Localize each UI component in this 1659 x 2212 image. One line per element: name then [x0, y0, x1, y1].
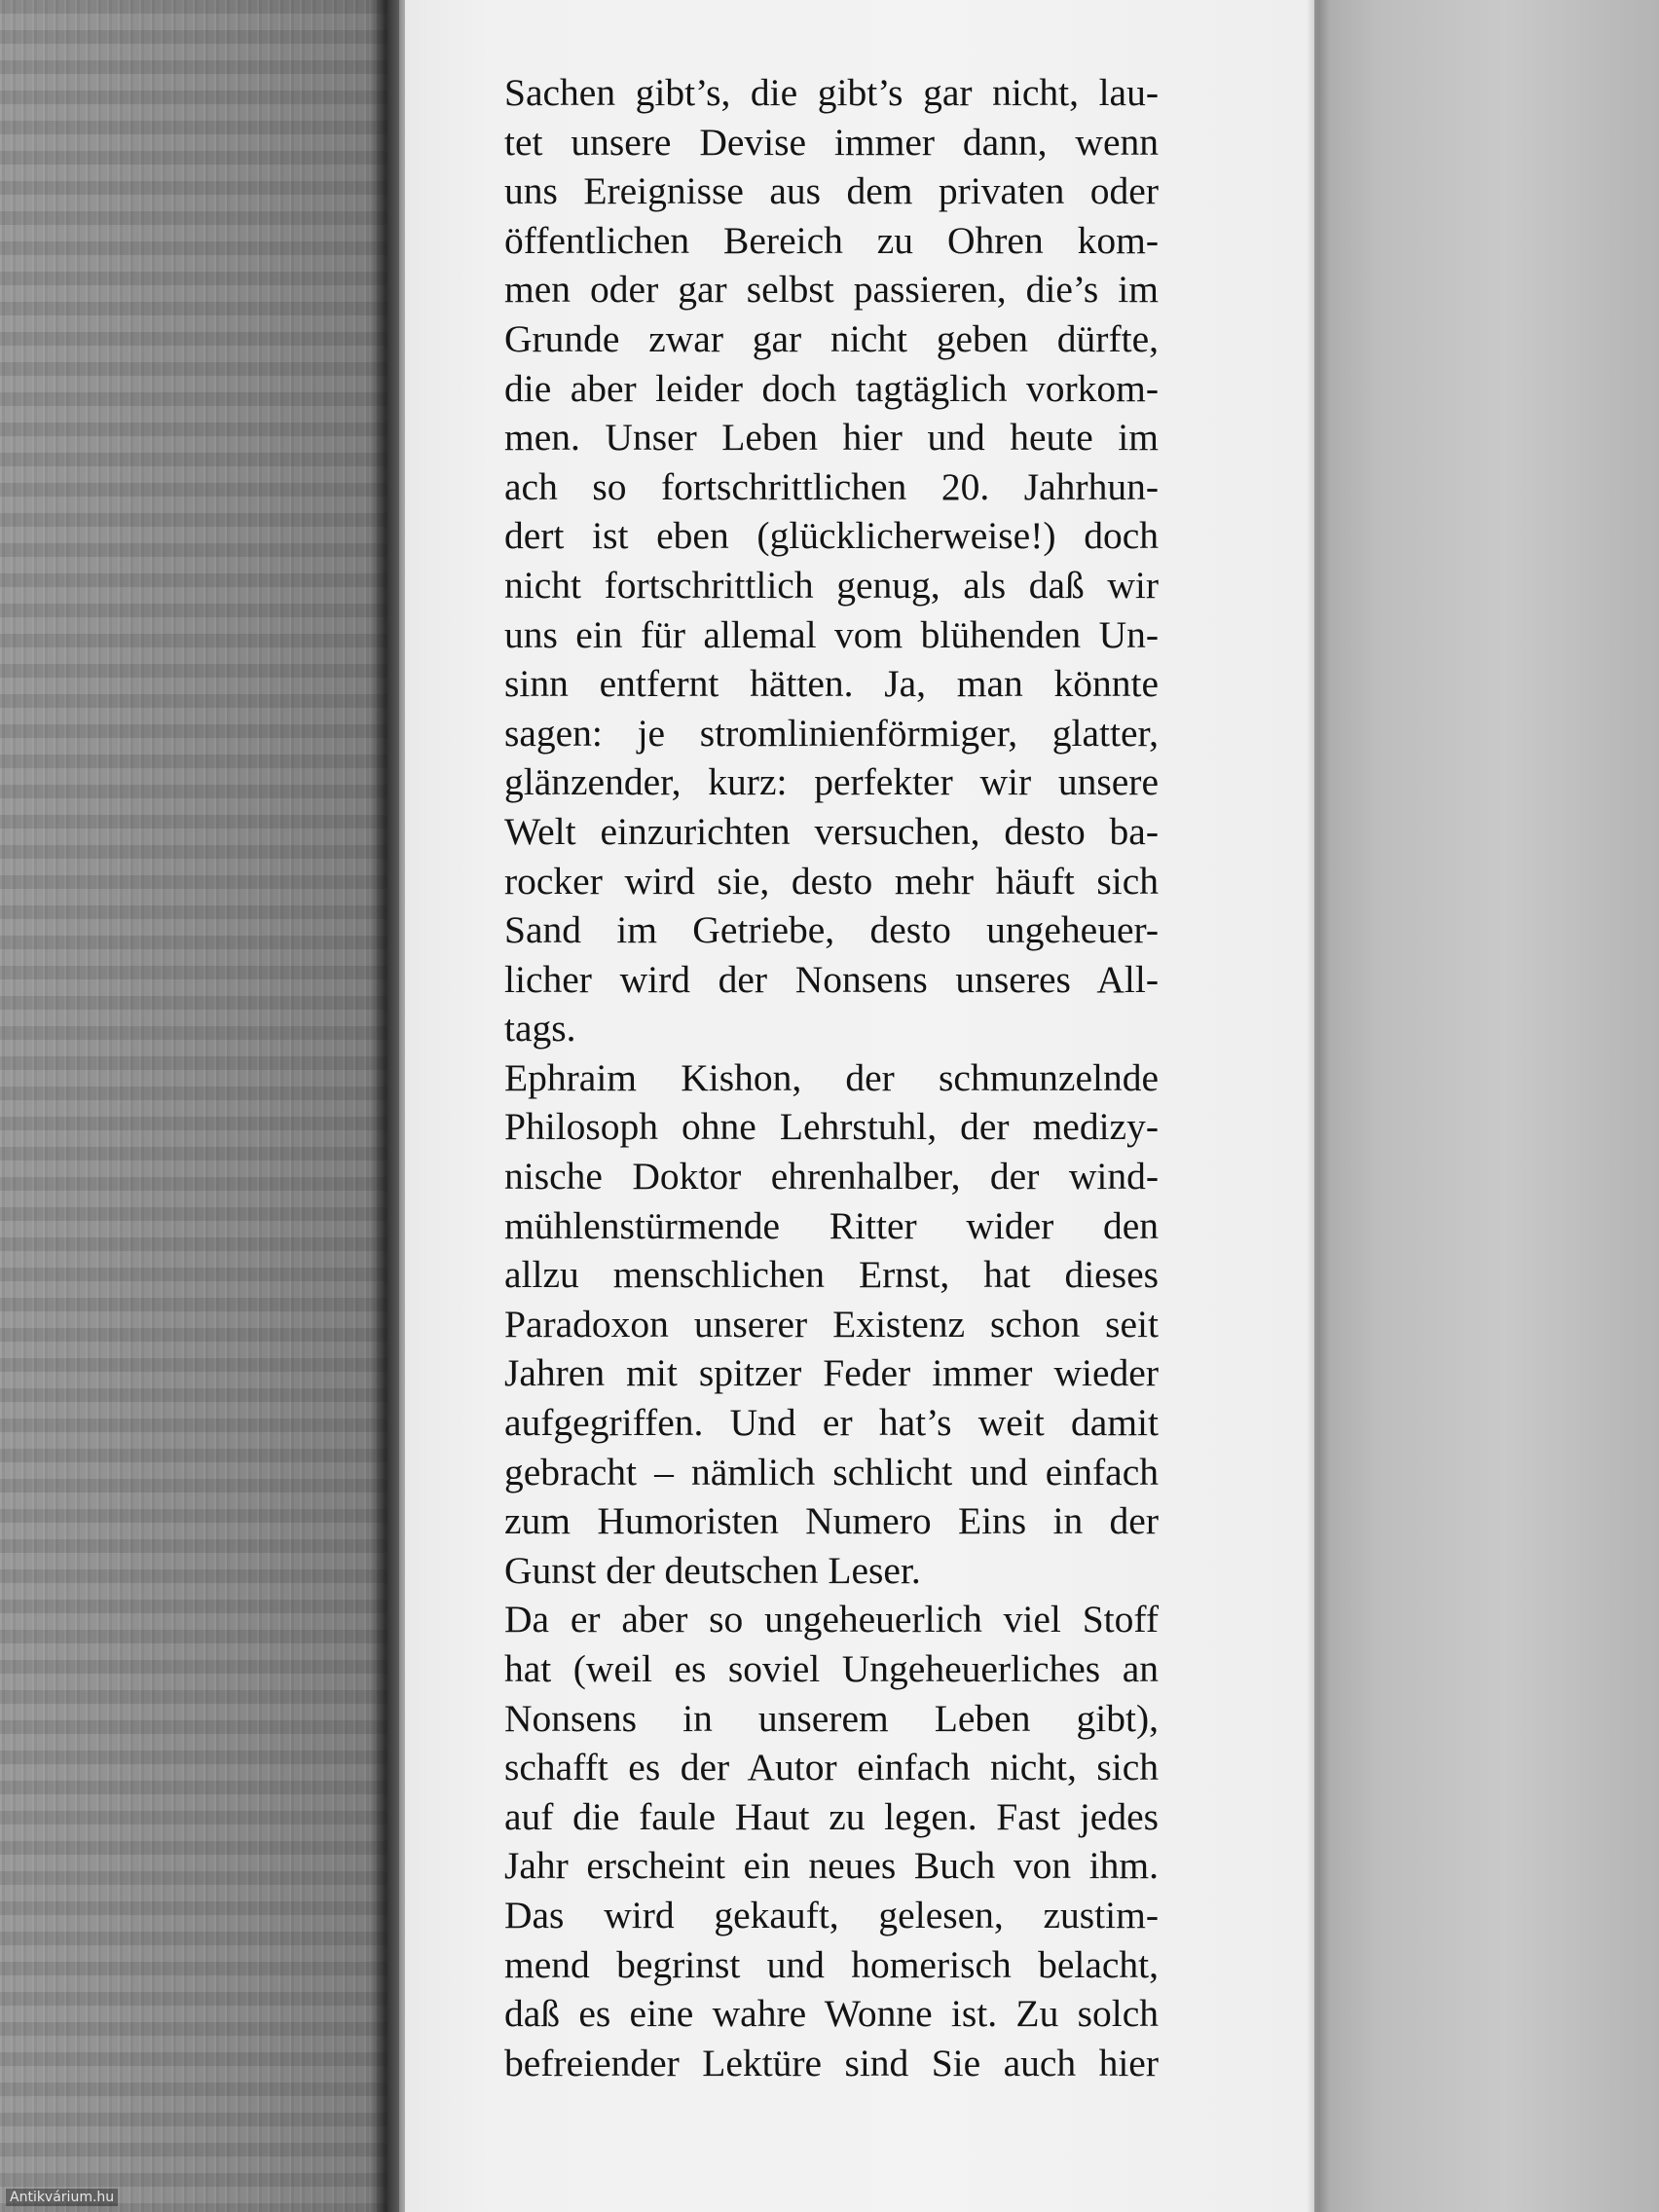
page-spine-shadow [370, 0, 405, 2212]
text-line: men. Unser Leben hier und heute im [504, 416, 1159, 460]
text-line: befreiender Lektüre sind Sie auch hier [504, 2041, 1159, 2084]
text-line: glänzender, kurz: perfekter wir unsere [504, 760, 1159, 804]
page-right-edge-shadow [1307, 0, 1330, 2212]
text-line: ach so fortschrittlichen 20. Jahrhun- [504, 464, 1159, 508]
text-line: Nonsens in unserem Leben gibt), [504, 1696, 1159, 1740]
text-line: Sachen gibt’s, die gibt’s gar nicht, lau- [504, 71, 1159, 114]
text-line: Sand im Getriebe, desto ungeheuer- [504, 908, 1159, 952]
text-line: daß es eine wahre Wonne ist. Zu solch [504, 1992, 1159, 2036]
text-line: aufgegriffen. Und er hat’s weit damit [504, 1401, 1159, 1445]
text-line: nicht fortschrittlich genug, als daß wir [504, 563, 1159, 607]
text-line: mend begrinst und homerisch belacht, [504, 1942, 1159, 1986]
text-line: Welt einzurichten versuchen, desto ba- [504, 809, 1159, 853]
text-line: Das wird gekauft, gelesen, zustim- [504, 1893, 1159, 1936]
text-line: uns ein für allemal vom blühenden Un- [504, 612, 1159, 656]
text-line: sinn entfernt hätten. Ja, man könnte [504, 662, 1159, 706]
text-line: gebracht – nämlich schlicht und einfach [504, 1450, 1159, 1493]
text-line: Ephraim Kishon, der schmunzelnde [504, 1055, 1159, 1099]
text-line: tet unsere Devise immer dann, wenn [504, 120, 1159, 164]
text-line: nische Doktor ehrenhalber, der wind- [504, 1155, 1159, 1198]
text-line: Jahr erscheint ein neues Buch von ihm. [504, 1844, 1159, 1888]
wood-backdrop-left [0, 0, 387, 2212]
text-line: zum Humoristen Numero Eins in der [504, 1499, 1159, 1543]
text-line: rocker wird sie, desto mehr häuft sich [504, 859, 1159, 903]
watermark: Antikvárium.hu [6, 2189, 118, 2206]
text-line: Gunst der deutschen Leser. [504, 1548, 921, 1592]
text-line: men oder gar selbst passieren, die’s im [504, 268, 1159, 312]
text-line: Da er aber so ungeheuerlich viel Stoff [504, 1598, 1159, 1641]
text-line: schafft es der Autor einfach nicht, sich [504, 1746, 1159, 1789]
text-line: allzu menschlichen Ernst, hat dieses [504, 1253, 1159, 1297]
text-line: licher wird der Nonsens unseres All- [504, 957, 1159, 1001]
text-line: hat (weil es soviel Ungeheuerliches an [504, 1647, 1159, 1690]
text-line: dert ist eben (glücklicherweise!) doch [504, 514, 1159, 558]
text-line: auf die faule Haut zu legen. Fast jedes [504, 1794, 1159, 1838]
text-line: tags. [504, 1007, 576, 1051]
text-line: Grunde zwar gar nicht geben dürfte, [504, 316, 1159, 360]
text-line: sagen: je stromlinienförmiger, glatter, [504, 711, 1159, 755]
blurb-text [504, 68, 1159, 2087]
text-line: Paradoxon unserer Existenz schon seit [504, 1302, 1159, 1346]
backdrop-right [1314, 0, 1659, 2212]
text-line: Philosoph ohne Lehrstuhl, der medizy- [504, 1105, 1159, 1149]
text-line: Jahren mit spitzer Feder immer wieder [504, 1351, 1159, 1395]
text-line: öffentlichen Bereich zu Ohren kom- [504, 218, 1159, 262]
text-line: mühlenstürmende Ritter wider den [504, 1203, 1159, 1247]
text-line: die aber leider doch tagtäglich vorkom- [504, 366, 1159, 410]
text-line: uns Ereignisse aus dem privaten oder [504, 169, 1159, 213]
